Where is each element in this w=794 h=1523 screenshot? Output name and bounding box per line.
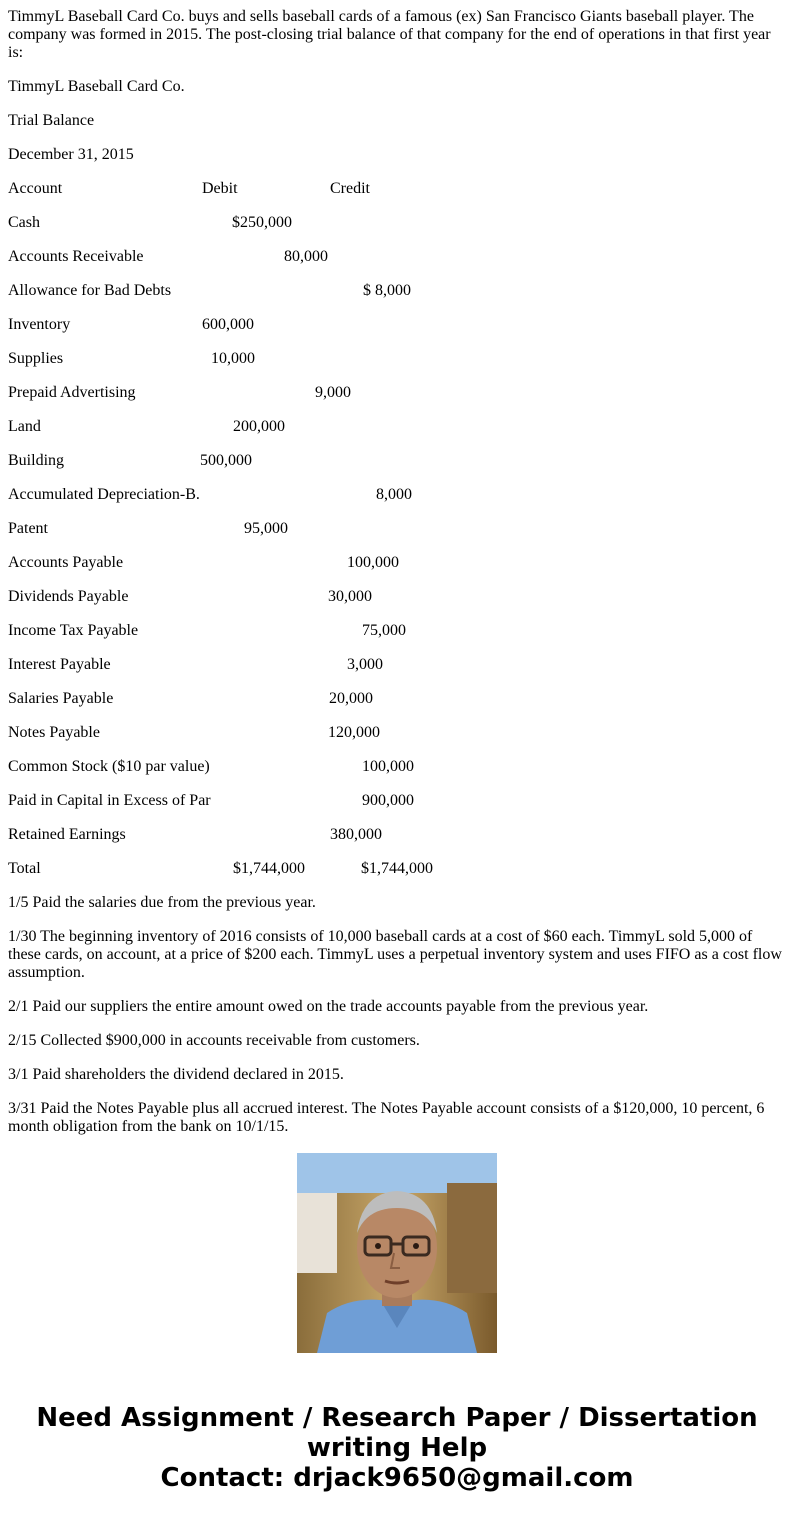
row-amount: 120,000 xyxy=(328,724,380,741)
row-account: Accounts Receivable xyxy=(8,248,144,265)
table-total-row xyxy=(8,860,786,878)
transaction-item: 3/31 Paid the Notes Payable plus all accrued interest. The Notes Payable account consists of a $120,000, 10 percent, 6 month obligation from the bank on 10/1/15. xyxy=(8,1100,765,1135)
total-credit: $1,744,000 xyxy=(361,860,433,877)
table-row xyxy=(8,554,786,572)
table-row xyxy=(8,486,786,504)
row-account: Notes Payable xyxy=(8,724,100,741)
table-row xyxy=(8,248,786,266)
row-account: Retained Earnings xyxy=(8,826,126,843)
promo-contact: Contact: drjack9650@gmail.com xyxy=(160,1463,634,1493)
row-amount: 100,000 xyxy=(362,758,414,775)
header-debit: Debit xyxy=(202,180,238,197)
document-body xyxy=(8,0,786,1135)
row-account: Income Tax Payable xyxy=(8,622,139,639)
header-account: Account xyxy=(8,180,63,197)
row-amount: 200,000 xyxy=(233,418,285,435)
table-row xyxy=(8,282,786,300)
total-label: Total xyxy=(8,860,41,877)
row-account: Accounts Payable xyxy=(8,554,124,571)
table-row xyxy=(8,792,786,810)
table-header-row xyxy=(8,180,786,198)
row-amount: 8,000 xyxy=(376,486,412,503)
promo-line-2: writing Help xyxy=(306,1433,488,1463)
promo-line-1: Need Assignment / Research Paper / Dissertation xyxy=(36,1403,758,1433)
table-row xyxy=(8,350,786,368)
row-account: Common Stock ($10 par value) xyxy=(8,758,210,775)
row-amount: 30,000 xyxy=(328,588,372,605)
avatar-illustration xyxy=(297,1153,497,1353)
table-row xyxy=(8,214,786,232)
row-account: Interest Payable xyxy=(8,656,111,673)
intro-paragraph: TimmyL Baseball Card Co. buys and sells baseball cards of a famous (ex) San Francisco Giants baseball player. The company was formed in 2015. The post-closing trial balance of that company for the end of operations in that first year is: xyxy=(8,8,771,61)
row-account: Allowance for Bad Debts xyxy=(8,282,172,299)
table-row xyxy=(8,656,786,674)
transaction-item: 2/1 Paid our suppliers the entire amount owed on the trade accounts payable from the previous year. xyxy=(8,998,649,1015)
row-amount: $ 8,000 xyxy=(363,282,411,299)
row-amount: 80,000 xyxy=(284,248,328,265)
total-debit: $1,744,000 xyxy=(233,860,305,877)
row-account: Dividends Payable xyxy=(8,588,129,605)
row-amount: 600,000 xyxy=(202,316,254,333)
table-row xyxy=(8,520,786,538)
row-amount: 10,000 xyxy=(211,350,255,367)
row-account: Salaries Payable xyxy=(8,690,114,707)
person-photo-icon xyxy=(297,1153,497,1353)
row-amount: 20,000 xyxy=(329,690,373,707)
table-row xyxy=(8,384,786,402)
row-account: Patent xyxy=(8,520,48,537)
row-amount: 500,000 xyxy=(200,452,252,469)
header-credit: Credit xyxy=(330,180,370,197)
row-account: Cash xyxy=(8,214,40,231)
table-row xyxy=(8,724,786,742)
company-name: TimmyL Baseball Card Co. xyxy=(8,78,185,95)
row-amount: 75,000 xyxy=(362,622,406,639)
table-row xyxy=(8,690,786,708)
row-account: Supplies xyxy=(8,350,64,367)
table-row xyxy=(8,758,786,776)
row-amount: 900,000 xyxy=(362,792,414,809)
row-amount: 380,000 xyxy=(330,826,382,843)
transaction-item: 1/30 The beginning inventory of 2016 consists of 10,000 baseball cards at a cost of $60 each. TimmyL sold 5,000 of these cards, on account, at a price of $200 each. TimmyL uses a perpetual inventory system and uses FIFO as a cost flow assumption. xyxy=(8,928,782,981)
row-account: Accumulated Depreciation-B. xyxy=(8,486,200,503)
row-account: Inventory xyxy=(8,316,71,333)
row-amount: 95,000 xyxy=(244,520,288,537)
transaction-item: 2/15 Collected $900,000 in accounts receivable from customers. xyxy=(8,1032,420,1049)
table-row xyxy=(8,826,786,844)
row-amount: 3,000 xyxy=(347,656,383,673)
table-row xyxy=(8,418,786,436)
row-account: Building xyxy=(8,452,65,469)
transaction-item: 1/5 Paid the salaries due from the previous year. xyxy=(8,894,316,911)
row-amount: $250,000 xyxy=(232,214,292,231)
row-amount: 100,000 xyxy=(347,554,399,571)
table-row xyxy=(8,316,786,334)
statement-title: Trial Balance xyxy=(8,112,95,129)
row-account: Paid in Capital in Excess of Par xyxy=(8,792,211,809)
row-account: Prepaid Advertising xyxy=(8,384,136,401)
transaction-item: 3/1 Paid shareholders the dividend declared in 2015. xyxy=(8,1066,344,1083)
row-amount: 9,000 xyxy=(315,384,351,401)
table-row xyxy=(8,588,786,606)
statement-date: December 31, 2015 xyxy=(8,146,134,163)
table-row xyxy=(8,622,786,640)
table-row xyxy=(8,452,786,470)
row-account: Land xyxy=(8,418,41,435)
promo-banner xyxy=(0,1403,794,1493)
